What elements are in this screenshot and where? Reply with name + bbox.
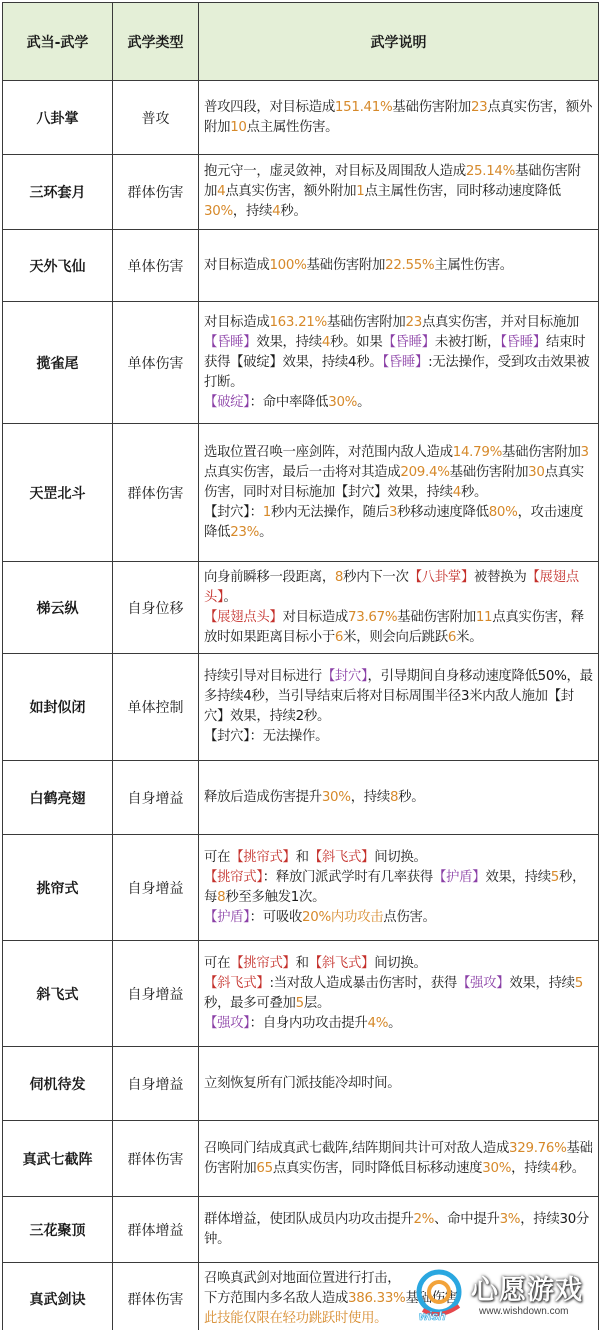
skill-name: 天罡北斗 xyxy=(3,424,113,562)
table-row xyxy=(3,941,599,1047)
description-paragraph xyxy=(204,568,593,608)
description-text: 层。 xyxy=(303,995,331,1011)
skill-type: 群体伤害 xyxy=(113,1121,199,1197)
highlight-tag: 【展翅点头】 xyxy=(204,569,579,605)
skill-type: 群体伤害 xyxy=(113,1263,199,1330)
description-text: 【封穴】： xyxy=(204,504,263,520)
description-paragraph xyxy=(204,393,593,413)
description-text: 对目标造成 xyxy=(282,609,348,625)
highlight-tag: 【护盾】 xyxy=(432,869,486,885)
description-paragraph xyxy=(204,1309,593,1329)
description-text: 下方范围内多名敌人造成 xyxy=(204,1290,348,1306)
description-paragraph xyxy=(204,1014,593,1034)
description-text: 【封穴】：无法操作。 xyxy=(204,729,329,744)
highlight-number: 22.55% xyxy=(385,257,435,273)
highlight-number: 4 xyxy=(272,204,281,219)
skill-description xyxy=(199,1197,599,1263)
highlight-tag: 【破绽】 xyxy=(204,394,250,410)
description-text: 立刻恢复所有门派技能冷却时间。 xyxy=(204,1075,401,1091)
description-paragraph xyxy=(204,608,593,648)
description-text: 普攻四段，对目标造成 xyxy=(204,99,335,115)
description-text: 对目标造成 xyxy=(204,314,270,330)
description-text: 效果，持续 xyxy=(509,975,575,991)
highlight-tag: 【斜飞式】 xyxy=(308,955,375,971)
description-paragraph xyxy=(204,868,593,908)
description-paragraph xyxy=(204,1289,593,1309)
skill-name: 揽雀尾 xyxy=(3,302,113,424)
description-text: 。 xyxy=(388,1015,402,1031)
description-text: 秒。如果 xyxy=(330,334,383,350)
highlight-tag: 【展翅点头】 xyxy=(204,609,283,625)
description-text: 米。 xyxy=(456,629,483,645)
table-row xyxy=(3,654,599,761)
description-text: 群体增益，使团队成员内功攻击提升 xyxy=(204,1211,414,1227)
description-text: 点真实伤害，最后一击将对其造成 xyxy=(204,464,401,480)
description-text: :无法操作，受到攻击效果被打断。 xyxy=(204,354,590,390)
table-row xyxy=(3,230,599,302)
table-row xyxy=(3,1121,599,1197)
highlight-number: 25.14% xyxy=(465,164,516,179)
description-paragraph xyxy=(204,667,593,727)
description-paragraph xyxy=(204,162,593,222)
description-text: :当对敌人造成暴击伤害时，获得 xyxy=(269,975,457,991)
highlight-number: 386.33% xyxy=(348,1290,406,1306)
highlight-number: 4% xyxy=(367,1015,389,1031)
highlight-number: 30% xyxy=(321,789,351,805)
description-text: ，持续 xyxy=(350,789,390,805)
highlight-tag: 【挑帘式】 xyxy=(204,869,263,885)
skill-name: 八卦掌 xyxy=(3,81,113,155)
highlight-tag: 【挑帘式】 xyxy=(230,955,296,971)
description-text: 可在 xyxy=(204,849,231,865)
description-text: 点主属性伤害。 xyxy=(246,119,339,135)
highlight-number: 6 xyxy=(334,629,344,645)
description-text: 抱元守一，虚灵敛神，对目标及周围敌人造成 xyxy=(204,164,466,179)
skill-description xyxy=(199,1121,599,1197)
highlight-number: 3 xyxy=(388,504,398,520)
description-text: 。 xyxy=(259,524,273,540)
skill-type: 单体伤害 xyxy=(113,302,199,424)
highlight-number: 5 xyxy=(550,869,560,885)
description-text: 召唤同门结成真武七截阵,结阵期间共计可对敌人造成 xyxy=(204,1140,510,1156)
header-skill-type: 武学类型 xyxy=(113,3,199,81)
highlight-number: 此技能仅限在轻功跳跃时使用。 xyxy=(204,1310,388,1326)
description-text: 秒，每 xyxy=(204,869,586,905)
description-text: 基础伤害 xyxy=(405,1290,458,1306)
skill-description xyxy=(199,81,599,155)
description-paragraph xyxy=(204,1139,593,1179)
highlight-number: 4 xyxy=(321,334,331,350)
description-text: 基础伤害附加 xyxy=(397,609,476,625)
description-text: 基础伤害附加 xyxy=(449,464,529,480)
description-text: 基础伤害附加 xyxy=(392,99,471,115)
description-paragraph xyxy=(204,313,593,393)
highlight-tag: 【昏睡】 xyxy=(500,334,546,350)
skill-type: 自身位移 xyxy=(113,562,199,654)
description-text: 可在 xyxy=(204,955,231,971)
highlight-number: 11 xyxy=(475,609,493,625)
description-paragraph xyxy=(204,98,593,138)
highlight-number: 14.79% xyxy=(452,444,502,460)
highlight-number: 23 xyxy=(470,99,488,115)
skill-description xyxy=(199,155,599,230)
description-text: 持续引导对目标进行 xyxy=(204,669,322,684)
highlight-number: 163.21% xyxy=(269,314,327,330)
highlight-tag: 【昏睡】 xyxy=(204,334,257,350)
description-paragraph xyxy=(204,727,593,747)
description-text: 、命中提升 xyxy=(434,1211,500,1227)
table-row xyxy=(3,155,599,230)
skill-type: 自身增益 xyxy=(113,941,199,1047)
skill-name: 真武剑诀 xyxy=(3,1263,113,1330)
highlight-number: 23% xyxy=(230,524,260,540)
skill-name: 如封似闭 xyxy=(3,654,113,761)
highlight-number: 20%内功攻击 xyxy=(302,909,384,925)
highlight-number: 23 xyxy=(405,314,422,330)
table-row xyxy=(3,1197,599,1263)
highlight-number: 30% xyxy=(482,1160,512,1176)
highlight-number: 1 xyxy=(262,504,271,520)
highlight-number: 3% xyxy=(499,1211,521,1227)
description-text: 秒。 xyxy=(558,1160,585,1176)
highlight-number: 73.67% xyxy=(348,609,398,625)
highlight-number: 5 xyxy=(574,975,583,991)
highlight-number: 5 xyxy=(295,995,304,1011)
description-text: 点真实伤害，释放时如果距离目标小于 xyxy=(204,609,584,645)
description-paragraph xyxy=(204,788,593,808)
skill-description xyxy=(199,562,599,654)
table-row xyxy=(3,761,599,835)
description-text: 秒内下一次 xyxy=(343,569,409,585)
skill-description xyxy=(199,230,599,302)
description-paragraph xyxy=(204,443,593,503)
description-text: 效果，持续 xyxy=(256,334,322,350)
skill-description xyxy=(199,761,599,835)
description-text: 秒至多触发1次。 xyxy=(225,889,326,905)
description-text: 秒。 xyxy=(460,484,488,500)
description-text: 。 xyxy=(357,394,371,410)
skill-type: 单体控制 xyxy=(113,654,199,761)
highlight-number: 151.41% xyxy=(334,99,393,115)
highlight-number: 4 xyxy=(550,1160,559,1176)
highlight-number: 4 xyxy=(452,484,461,500)
skill-description xyxy=(199,941,599,1047)
description-text: 主属性伤害。 xyxy=(434,257,513,273)
highlight-number: 100% xyxy=(269,257,307,273)
description-paragraph xyxy=(204,974,593,1014)
table-row xyxy=(3,562,599,654)
table-header-row xyxy=(3,3,599,81)
description-text: 被替换为 xyxy=(474,569,527,585)
highlight-number: 30 xyxy=(528,464,545,480)
skill-rows xyxy=(3,81,599,1330)
description-text: 召唤真武剑对地面位置进行打击， xyxy=(204,1270,401,1286)
description-text: 秒。 xyxy=(398,789,425,805)
highlight-number: 80% xyxy=(488,504,518,520)
skill-type: 普攻 xyxy=(113,81,199,155)
description-text: 和 xyxy=(295,955,309,971)
skill-description xyxy=(199,302,599,424)
description-text: 秒内无法操作，随后 xyxy=(271,504,389,520)
description-text: ：释放门派武学时有几率获得 xyxy=(262,869,433,885)
description-text: 点真实伤害，同时降低目标移动速度 xyxy=(272,1160,483,1176)
highlight-number: 2% xyxy=(413,1211,435,1227)
highlight-tag: 【挑帘式】 xyxy=(230,849,296,865)
skill-type: 群体增益 xyxy=(113,1197,199,1263)
description-paragraph xyxy=(204,1074,593,1094)
description-text: 结束时获得【破绽】效果，持续4秒。 xyxy=(204,334,586,370)
highlight-tag: 【昏睡】 xyxy=(382,334,435,350)
table-row xyxy=(3,835,599,941)
description-text: 对目标造成 xyxy=(204,257,270,273)
skill-name: 三花聚顶 xyxy=(3,1197,113,1263)
description-text: 点真实伤害，并对目标施加 xyxy=(421,314,580,330)
skill-name: 白鹤亮翅 xyxy=(3,761,113,835)
description-text: 点真实伤害，额外附加 xyxy=(225,184,357,199)
highlight-tag: 【护盾】 xyxy=(204,909,250,925)
description-text: 点主属性伤害，同时移动速度降低 xyxy=(364,184,561,199)
description-text: ：命中率降低 xyxy=(249,394,329,410)
highlight-number: 10 xyxy=(230,119,247,135)
watermark-brand: 心愿游戏 xyxy=(471,1275,583,1306)
table-row xyxy=(3,81,599,155)
highlight-number: 4 xyxy=(217,184,226,199)
skill-name: 梯云纵 xyxy=(3,562,113,654)
highlight-number: 329.76% xyxy=(509,1140,567,1156)
wish-logo-text: wish xyxy=(419,1309,446,1323)
description-text: ：可吸收 xyxy=(249,909,303,925)
description-text: 效果，持续 xyxy=(485,869,551,885)
description-text: ，持续 xyxy=(232,204,273,219)
description-text: 向身前瞬移一段距离， xyxy=(204,569,335,585)
skill-type: 自身增益 xyxy=(113,835,199,941)
table-row xyxy=(3,424,599,562)
highlight-number: 65 xyxy=(256,1160,273,1176)
skill-name: 挑帘式 xyxy=(3,835,113,941)
description-text: 秒。 xyxy=(280,204,307,219)
description-text: 点真实伤害，额外附加 xyxy=(204,99,593,135)
skill-description xyxy=(199,835,599,941)
highlight-number: 8 xyxy=(389,789,399,805)
description-text: 和 xyxy=(295,849,309,865)
skill-type: 群体伤害 xyxy=(113,155,199,230)
description-text: 秒移动速度降低 xyxy=(397,504,489,520)
description-text: 基础伤害附加 xyxy=(502,444,581,460)
highlight-number: 6 xyxy=(447,629,457,645)
skill-type: 自身增益 xyxy=(113,761,199,835)
description-paragraph xyxy=(204,848,593,868)
description-text: 选取位置召唤一座剑阵，对范围内敌人造成 xyxy=(204,444,453,460)
description-text: 米，则会向后跳跃 xyxy=(343,629,448,645)
skill-type: 群体伤害 xyxy=(113,424,199,562)
skill-name: 三环套月 xyxy=(3,155,113,230)
description-text: 基础伤害附加 xyxy=(306,257,386,273)
description-text: 基础伤害附加 xyxy=(326,314,406,330)
watermark-url: www.wishdown.com xyxy=(479,1306,569,1317)
skill-type: 单体伤害 xyxy=(113,230,199,302)
description-text: ：自身内功攻击提升 xyxy=(249,1015,368,1031)
highlight-tag: 【斜飞式】 xyxy=(308,849,375,865)
description-paragraph xyxy=(204,1269,593,1289)
header-skill-description: 武学说明 xyxy=(199,3,599,81)
skill-name: 真武七截阵 xyxy=(3,1121,113,1197)
table-row xyxy=(3,302,599,424)
highlight-tag: 【强攻】 xyxy=(204,1015,250,1031)
description-text: ，持续30分钟。 xyxy=(204,1211,590,1247)
description-text: 基础伤害附加 xyxy=(204,164,581,199)
skill-description xyxy=(199,424,599,562)
description-text: 间切换。 xyxy=(374,849,427,865)
skill-name: 斜飞式 xyxy=(3,941,113,1047)
skill-type: 自身增益 xyxy=(113,1047,199,1121)
table-row xyxy=(3,1047,599,1121)
highlight-number: 3 xyxy=(580,444,589,460)
description-paragraph xyxy=(204,1210,593,1250)
description-text: 点伤害。 xyxy=(383,909,436,925)
highlight-tag: 【昏睡】 xyxy=(382,354,429,370)
skill-description xyxy=(199,1263,599,1330)
highlight-tag: 【八卦掌】 xyxy=(408,569,475,585)
highlight-number: 1 xyxy=(356,184,365,199)
description-text: 。 xyxy=(223,589,237,605)
highlight-number: 30% xyxy=(204,204,233,219)
description-text: ，攻击速度降低 xyxy=(204,504,584,540)
skill-description xyxy=(199,654,599,761)
skill-table xyxy=(2,2,599,1330)
highlight-number: 209.4% xyxy=(400,464,450,480)
highlight-number: 8 xyxy=(217,889,226,905)
description-text: ，引导期间自身移动速度降低50%，最多持续4秒，当引导结束后将对目标周围半径3米内敌人施加【封穴】效果，持续2秒。 xyxy=(204,669,593,724)
skill-name: 伺机待发 xyxy=(3,1047,113,1121)
highlight-number: 30% xyxy=(328,394,358,410)
description-text: 间切换。 xyxy=(374,955,427,971)
description-text: 未被打断， xyxy=(434,334,501,350)
description-text: ，持续 xyxy=(511,1160,551,1176)
header-skill-name: 武当-武学 xyxy=(3,3,113,81)
highlight-tag: 【斜飞式】 xyxy=(204,975,270,991)
description-paragraph xyxy=(204,503,593,543)
description-paragraph xyxy=(204,256,593,276)
description-paragraph xyxy=(204,908,593,928)
description-text: 点真实伤害，同时对目标施加【封穴】效果，持续 xyxy=(204,464,584,500)
skill-description xyxy=(199,1047,599,1121)
table-row xyxy=(3,1263,599,1330)
description-text: 秒，最多可叠加 xyxy=(204,995,296,1011)
highlight-tag: 【强攻】 xyxy=(456,975,510,991)
highlight-number: 8 xyxy=(334,569,344,585)
highlight-tag: 【封穴】 xyxy=(321,669,368,684)
description-text: 基础伤害附加 xyxy=(204,1140,593,1176)
description-text: 释放后造成伤害提升 xyxy=(204,789,322,805)
description-paragraph xyxy=(204,954,593,974)
skill-name: 天外飞仙 xyxy=(3,230,113,302)
